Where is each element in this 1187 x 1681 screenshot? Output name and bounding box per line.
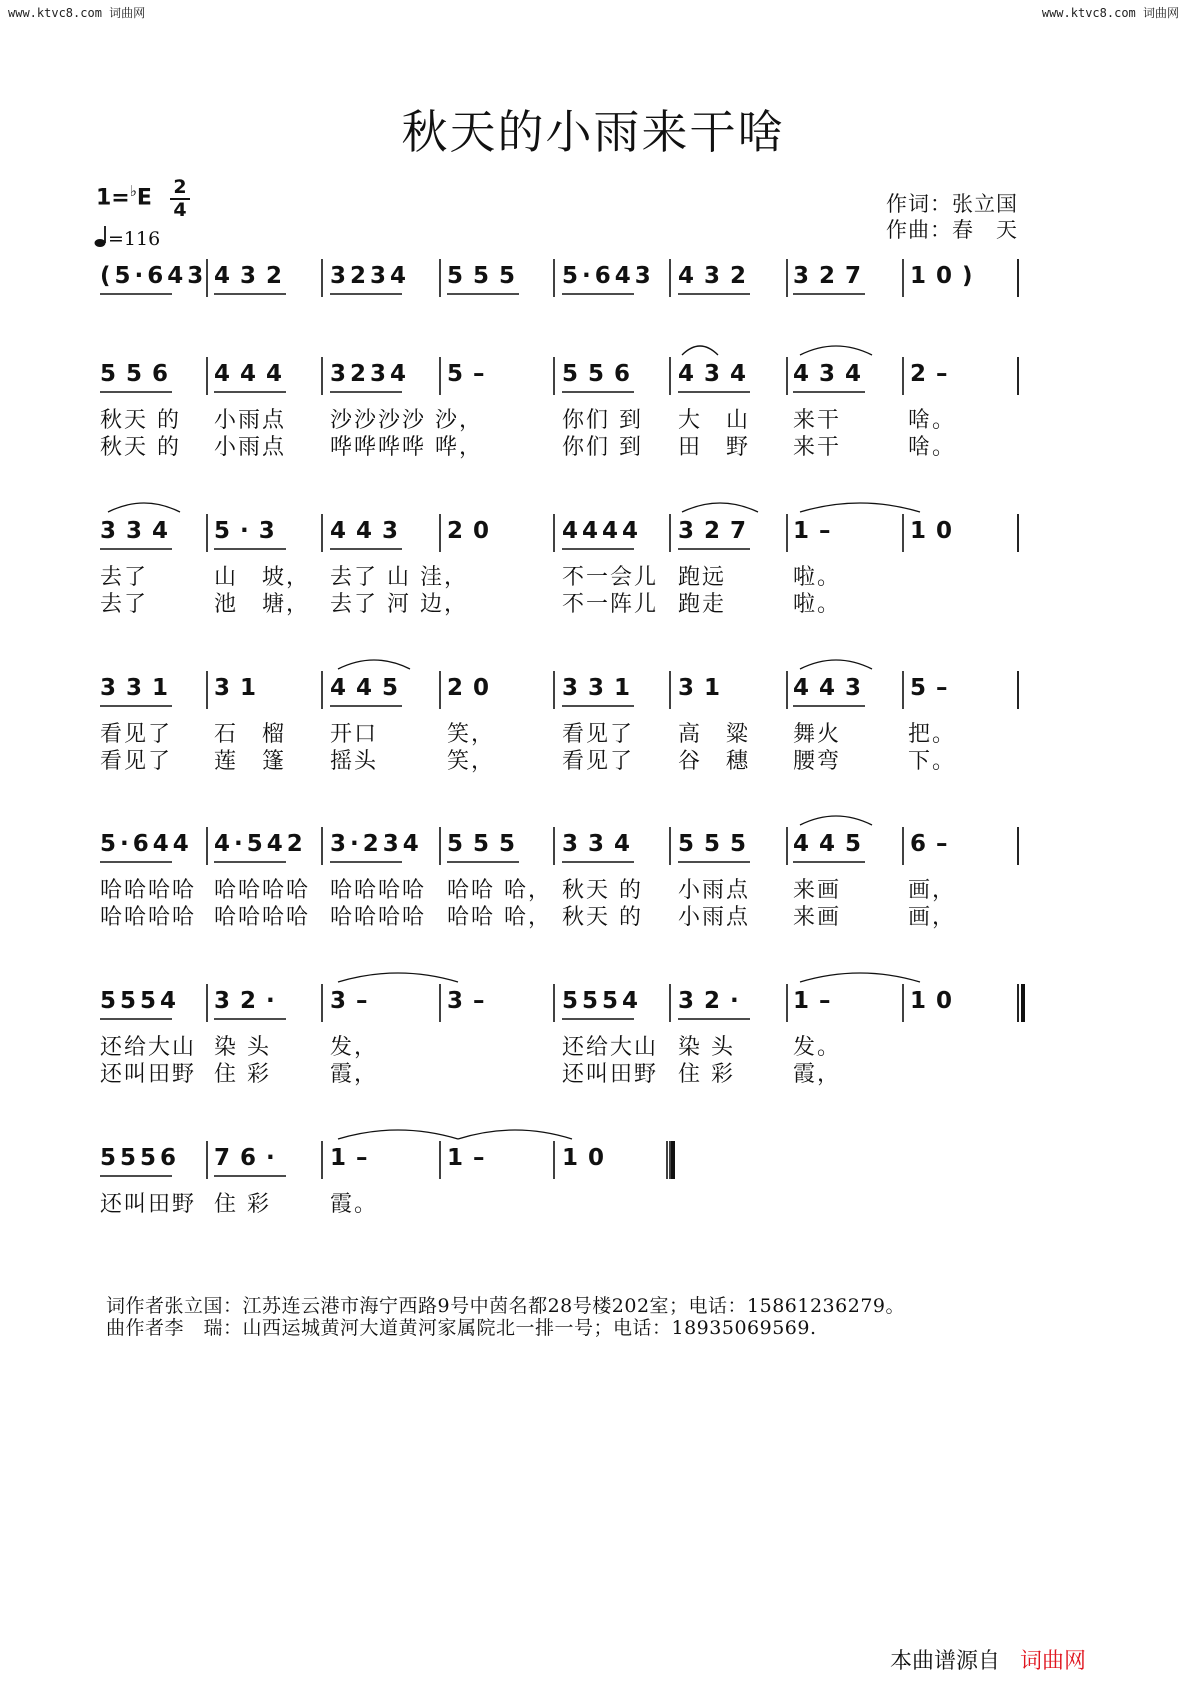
note: 7: [845, 263, 872, 289]
lyric-2: 谷 穗: [678, 749, 751, 774]
note: 5: [100, 988, 121, 1014]
lyric-2: 去了 河 边，: [330, 592, 468, 617]
note: 3: [382, 831, 403, 857]
note: 2: [447, 518, 474, 544]
note: 4: [390, 361, 411, 387]
lyric-2: 霞，: [793, 1062, 842, 1087]
note: 4: [614, 263, 635, 289]
lyric-2: 下。: [908, 749, 957, 774]
note: 0: [936, 263, 963, 289]
note: 5: [140, 988, 161, 1014]
watermark-right: www.ktvc8.com 词曲网: [1041, 6, 1179, 20]
flat-icon: ♭: [129, 182, 137, 200]
lyric-1: 去了: [100, 565, 149, 590]
note: 4: [562, 518, 583, 544]
note: 2: [266, 263, 293, 289]
note: 5: [588, 361, 615, 387]
lyric-2: 秋天 的: [100, 435, 181, 460]
lyric-2: 池 塘，: [214, 592, 311, 617]
note: 5: [845, 831, 872, 857]
lyric-2: 霞，: [330, 1062, 379, 1087]
note: 2: [240, 988, 267, 1014]
note: 4: [266, 831, 287, 857]
note: 2: [362, 831, 383, 857]
lyric-2: 还叫田野: [562, 1062, 659, 1087]
note: 4: [845, 361, 872, 387]
lyric-1: 来画: [793, 878, 842, 903]
tie: [800, 503, 920, 512]
lyric-2: 哈哈 哈，: [447, 905, 552, 930]
note: 2: [704, 518, 731, 544]
note: 5: [120, 988, 141, 1014]
note: 3: [214, 675, 241, 701]
lyric-1: 看见了: [562, 722, 635, 747]
dot-mark: ·: [730, 988, 749, 1014]
note: 5: [447, 263, 474, 289]
note: 5: [382, 675, 409, 701]
lyric-1: 来干: [793, 408, 842, 433]
dot-mark: ·: [234, 831, 247, 857]
lyric-1: 哈哈 哈，: [447, 878, 552, 903]
note: 4: [152, 831, 173, 857]
note: 5: [126, 361, 153, 387]
note: 5: [473, 263, 500, 289]
note: 6: [910, 831, 937, 857]
note: 5: [120, 1145, 141, 1171]
dot-mark: ·: [266, 988, 285, 1014]
note: 5: [473, 831, 500, 857]
note: 5: [678, 831, 705, 857]
lyricist: 作词：张立国: [886, 192, 1018, 216]
note: 5: [562, 361, 589, 387]
dot-mark: ·: [120, 831, 133, 857]
dot-mark: ·: [266, 1145, 285, 1171]
note: 5: [100, 1145, 121, 1171]
slur: [800, 346, 872, 355]
note: 1: [793, 988, 820, 1014]
note: 4: [819, 675, 846, 701]
note: 1: [240, 675, 267, 701]
note: 3: [330, 263, 351, 289]
slur: [800, 660, 872, 669]
note: 3: [588, 831, 615, 857]
lyric-2: 还叫田野: [100, 1062, 197, 1087]
lyric-1: 秋天 的: [100, 408, 181, 433]
note: 4: [330, 675, 357, 701]
note: 3: [187, 263, 208, 289]
lyric-2: 去了: [100, 592, 149, 617]
note: 3: [370, 263, 391, 289]
note: 4: [793, 831, 820, 857]
tie: [458, 1130, 572, 1139]
note: ): [962, 263, 983, 289]
dot-mark: ·: [240, 518, 259, 544]
composer: 作曲：春 天: [886, 218, 1018, 242]
note: 4: [390, 263, 411, 289]
note: 2: [447, 675, 474, 701]
note: 1: [152, 675, 179, 701]
lyric-1: 画，: [908, 878, 957, 903]
lyric-1: 染 头: [214, 1035, 271, 1060]
note: 3: [704, 361, 731, 387]
note: 5: [447, 361, 474, 387]
note: 3: [678, 518, 705, 544]
lyric-1: 小雨点: [678, 878, 751, 903]
slur: [338, 660, 410, 669]
note: 2: [704, 988, 731, 1014]
note: 4: [793, 361, 820, 387]
note: 7: [730, 518, 757, 544]
note: 3: [562, 675, 589, 701]
lyric-1: 还给大山: [562, 1035, 659, 1060]
note: 6: [240, 1145, 267, 1171]
lyric-1: 不一会儿: [562, 565, 659, 590]
lyric-1: 发，: [330, 1035, 379, 1060]
lyric-1: 沙沙沙沙 沙，: [330, 408, 483, 433]
note: 4: [214, 831, 235, 857]
note: 5: [140, 1145, 161, 1171]
note: 4: [356, 675, 383, 701]
note: 4: [240, 361, 267, 387]
lyric-1: 石 榴: [214, 722, 287, 747]
dash-mark: –: [356, 1145, 378, 1171]
note: 5: [499, 831, 526, 857]
lyric-2: 画，: [908, 905, 957, 930]
note: 5: [582, 988, 603, 1014]
note: 5: [499, 263, 526, 289]
note: 1: [910, 263, 937, 289]
dash-mark: –: [936, 831, 958, 857]
note: 2: [730, 263, 757, 289]
lyric-2: 住 彩: [678, 1062, 735, 1087]
note: 5: [910, 675, 937, 701]
note: 3: [447, 988, 474, 1014]
note: 5: [562, 988, 583, 1014]
lyric-2: 啦。: [793, 592, 842, 617]
source-label: 本曲谱源自: [890, 1649, 1001, 1674]
note: 4: [793, 675, 820, 701]
footer-composer-contact: 曲作者李 瑞：山西运城黄河大道黄河家属院北一排一号；电话：18935069569.: [106, 1317, 817, 1339]
note: 3: [704, 263, 731, 289]
note: 4: [730, 361, 757, 387]
note: 2: [286, 831, 307, 857]
lyric-1: 高 粱: [678, 722, 751, 747]
note: 7: [214, 1145, 241, 1171]
tie: [338, 973, 458, 982]
slur: [682, 346, 718, 355]
note: 1: [447, 1145, 474, 1171]
note: 0: [473, 675, 500, 701]
lyric-2: 看见了: [562, 749, 635, 774]
note: 1: [614, 675, 641, 701]
lyric-1: 看见了: [100, 722, 173, 747]
note: 3: [100, 675, 127, 701]
time-bottom: 4: [173, 199, 187, 221]
note: 4: [152, 518, 179, 544]
note: 4: [819, 831, 846, 857]
dash-mark: –: [473, 988, 495, 1014]
lyric-1: 跑远: [678, 565, 727, 590]
lyric-2: 啥。: [908, 435, 957, 460]
note: 3: [588, 675, 615, 701]
note: 5: [602, 988, 623, 1014]
note: 3: [214, 988, 241, 1014]
note: 3: [678, 675, 705, 701]
footer-lyricist-contact: 词作者张立国：江苏连云港市海宁西路9号中茵名都28号楼202室；电话：15861236279。: [106, 1295, 906, 1317]
dash-mark: –: [473, 1145, 495, 1171]
note: 1: [562, 1145, 589, 1171]
song-title: 秋天的小雨来干啥: [401, 105, 786, 159]
note: 3: [240, 263, 267, 289]
note: 4: [330, 518, 357, 544]
lyric-1: 发。: [793, 1035, 842, 1060]
lyric-2: 你们 到: [562, 435, 643, 460]
note: 6: [614, 361, 641, 387]
lyric-2: 摇头: [330, 749, 379, 774]
lyric-1: 啥。: [908, 408, 957, 433]
note: 3: [845, 675, 872, 701]
lyric-2: 来干: [793, 435, 842, 460]
note: 1: [704, 675, 731, 701]
note: 0: [473, 518, 500, 544]
lyric-1: 哈哈哈哈: [214, 878, 311, 903]
note: 1: [910, 988, 937, 1014]
lyric-1: 染 头: [678, 1035, 735, 1060]
note: 3: [258, 518, 285, 544]
lyric-2: 哈哈哈哈: [330, 905, 427, 930]
note: 3: [793, 263, 820, 289]
note: 3: [100, 518, 127, 544]
note: 4: [614, 831, 641, 857]
note: 6: [160, 1145, 181, 1171]
lyric-2: 哈哈哈哈: [100, 905, 197, 930]
note: 5: [730, 831, 757, 857]
note: 4: [356, 518, 383, 544]
lyric-2: 来画: [793, 905, 842, 930]
note: 3: [562, 831, 589, 857]
note: 4: [214, 263, 241, 289]
lyric-1: 住 彩: [214, 1192, 271, 1217]
lyric-1: 大 山: [678, 408, 751, 433]
note: 0: [936, 988, 963, 1014]
note: 3: [330, 831, 351, 857]
note: 4: [622, 988, 643, 1014]
lyric-2: 小雨点: [678, 905, 751, 930]
note: 1: [910, 518, 937, 544]
note: 4: [678, 361, 705, 387]
note: 5: [704, 831, 731, 857]
lyric-2: 跑走: [678, 592, 727, 617]
note: 0: [588, 1145, 615, 1171]
note: 5: [214, 518, 241, 544]
time-top: 2: [173, 176, 187, 198]
lyric-1: 笑，: [447, 722, 496, 747]
note: 5: [562, 263, 583, 289]
dash-mark: –: [936, 675, 958, 701]
note: 4: [172, 831, 193, 857]
lyric-1: 还叫田野: [100, 1192, 197, 1217]
lyric-1: 小雨点: [214, 408, 287, 433]
note: 2: [350, 263, 371, 289]
note: 3: [819, 361, 846, 387]
dash-mark: –: [819, 988, 841, 1014]
note: 4: [402, 831, 423, 857]
lyric-1: 啦。: [793, 565, 842, 590]
note: 4: [214, 361, 241, 387]
note: 1: [330, 1145, 357, 1171]
key-note: E: [136, 185, 152, 211]
note: 3: [382, 518, 409, 544]
slur: [682, 503, 758, 512]
note: 6: [594, 263, 615, 289]
note: 6: [132, 831, 153, 857]
dot-mark: ·: [134, 263, 148, 289]
lyric-1: 哈哈哈哈: [330, 878, 427, 903]
lyric-1: 哈哈哈哈: [100, 878, 197, 903]
note: 4: [602, 518, 623, 544]
key-prefix: 1=: [96, 185, 130, 211]
note: 5: [447, 831, 474, 857]
note: 5: [246, 831, 267, 857]
dash-mark: –: [473, 361, 495, 387]
lyric-1: 舞火: [793, 722, 842, 747]
dot-mark: ·: [582, 263, 595, 289]
note: 3: [678, 988, 705, 1014]
note: 3: [330, 361, 351, 387]
note: (5: [100, 263, 135, 289]
note: 4: [160, 988, 181, 1014]
tempo-value: =116: [108, 228, 161, 250]
lyric-2: 不一阵儿: [562, 592, 659, 617]
lyric-1: 开口: [330, 722, 379, 747]
tie: [338, 1130, 458, 1139]
note: 3: [634, 263, 655, 289]
note: 5: [100, 831, 121, 857]
watermark-left: www.ktvc8.com 词曲网: [8, 6, 146, 20]
note: 3: [126, 518, 153, 544]
lyric-2: 哈哈哈哈: [214, 905, 311, 930]
note: 3: [330, 988, 357, 1014]
lyric-2: 田 野: [678, 435, 751, 460]
lyric-1: 去了 山 洼，: [330, 565, 468, 590]
note: 2: [819, 263, 846, 289]
note: 4: [266, 361, 293, 387]
lyric-2: 住 彩: [214, 1062, 271, 1087]
lyric-1: 秋天 的: [562, 878, 643, 903]
note: 5: [100, 361, 127, 387]
lyric-2: 小雨点: [214, 435, 287, 460]
note: 4: [167, 263, 188, 289]
lyric-2: 莲 篷: [214, 749, 287, 774]
lyric-2: 秋天 的: [562, 905, 643, 930]
tie: [800, 973, 920, 982]
slur: [800, 816, 872, 825]
note: 6: [152, 361, 179, 387]
note: 2: [350, 361, 371, 387]
dash-mark: –: [819, 518, 841, 544]
note: 4: [622, 518, 643, 544]
lyric-1: 霞。: [330, 1192, 379, 1217]
lyric-2: 笑，: [447, 749, 496, 774]
note: 0: [936, 518, 963, 544]
lyric-2: 看见了: [100, 749, 173, 774]
note: 4: [678, 263, 705, 289]
note: 2: [910, 361, 937, 387]
note: 6: [147, 263, 168, 289]
lyric-1: 山 坡，: [214, 565, 311, 590]
note: 3: [370, 361, 391, 387]
note: 1: [793, 518, 820, 544]
lyric-2: 腰弯: [793, 749, 842, 774]
brand-logo: 词曲网: [1020, 1649, 1087, 1674]
lyric-1: 把。: [908, 722, 957, 747]
lyric-1: 还给大山: [100, 1035, 197, 1060]
lyric-1: 你们 到: [562, 408, 643, 433]
note: 3: [126, 675, 153, 701]
dash-mark: –: [356, 988, 378, 1014]
dot-mark: ·: [350, 831, 363, 857]
note: 4: [582, 518, 603, 544]
slur: [108, 503, 180, 512]
dash-mark: –: [936, 361, 958, 387]
lyric-2: 哗哗哗哗 哗，: [330, 435, 483, 460]
